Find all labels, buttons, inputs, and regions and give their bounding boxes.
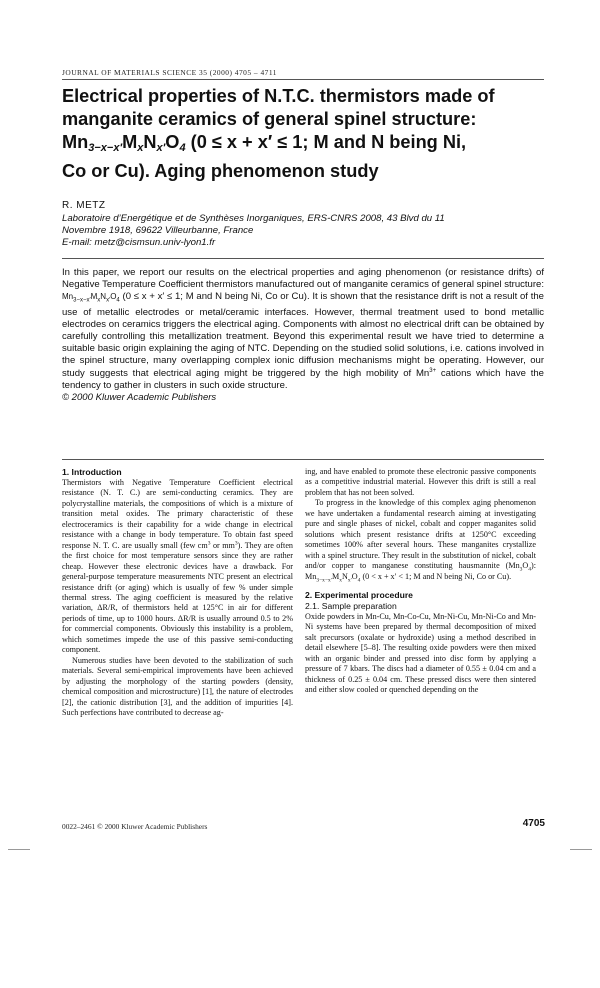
- crop-mark-left: [8, 849, 30, 850]
- paper-title: [62, 85, 544, 183]
- author-affiliation: Laboratoire d’Energétique et de Synthèses Inorganiques, ERS-CNRS 2008, 43 Blvd du 11 Novembre 1918, 69622 Villeurbanne, France E-mail: metz@cismsun.univ-lyon1.fr: [62, 213, 544, 248]
- crop-mark-right: [570, 849, 592, 850]
- abstract-top-rule: [62, 258, 544, 259]
- title-line-4: Co or Cu). Aging phenomenon study: [62, 161, 379, 181]
- abstract: In this paper, we report our results on the electrical properties and aging phenomenon (or resistance drifts) of Negative Temperature Coefficient thermistors manufactured out of manganite ceramics of general spinel structure: $Mn_{3-x-x'}M_xN_{x'}O_4$ (0 ≤ x + x′ ≤ 1; M and N being Ni, Co or Cu). It is shown that the resistance drift is not a result of the use of metallic electrodes or metal/ceramic interfaces. However, thermal treatment used to bond metallic electrodes on ceramics triggers the electrical aging. Components with almost no electrical drift can be obtained by carefully controlling this metallization treatment. Beyond this experimental result we have tried to determine a suitable basic origin explaining the aging of NTC. Depending on the studied solid solutions, i.e. cations involved in the spinel structure, many overlapping complex ionic diffusion mechanisms might be operating. However, our study suggests that electrical aging might be triggered by the high mobility of $Mn^{3+}$ cations which have the tendency to gather in clusters in such oxide structure. © 2000 Kluwer Academic Publishers: [62, 267, 545, 404]
- abstract-bottom-rule: [62, 459, 544, 460]
- intro-paragraph-4: To progress in the knowledge of this complex aging phenomenon we have undertaken a fundamental research aiming at investigating pure and single phases of nickel, cobalt and copper maganites solid solutions which present resistance drifts at 1250°C exceeding sometimes 100% after several hours. These manganites crystallize with a spinel structure. They result in the substitution of nickel, cobalt and/or copper to manganese constituting hausmannite $(Mn_3O_4)$: $Mn_{3-x-x'}M_xN_{x'}O_4$ (0 < x + x′ < 1; M and N being Ni, Co or Cu).: [305, 498, 536, 584]
- subsection-heading-sample-prep: 2.1. Sample preparation: [305, 600, 397, 611]
- intro-paragraph-1: Thermistors with Negative Temperature Coefficient electrical resistance (N. T. C.) are semi-conducting ceramics. They are polycrystalline materials, the compositions of which is a mixture of transition metal oxides. The primary characteristic of these electroceramics is their capability for a wide change in electrical resistance with a change in body temperature. To obtain fast speed response N. T. C. are usually small (few $cm^3$ or $mm^3$). They are often the first choice for most temperature sensors since they are rather cheap. However these electronic devices have a drawback. For general-purpose temperature measurements NTC present an electrical resistance drift (or aging) which is usually of few % under simple thermal stress. The aging coefficient is measured by the relative variation, ΔR/R, of thermistors held at 125°C in air for different periods of time, up to 1000 hours. ΔR/R is usually arround 0.5 to 2% for commercial components. Obviously this instability is a problem, which sometimes impede the use of this passive semi-conducting component.: [62, 478, 293, 655]
- header-rule: [62, 79, 544, 80]
- abstract-copyright: © 2000 Kluwer Academic Publishers: [62, 392, 217, 404]
- title-line-2: manganite ceramics of general spinel structure:: [62, 109, 477, 129]
- author-name: R. METZ: [62, 200, 106, 211]
- title-line-3: $Mn_{3-x-x'}M_xN_{x'}O_4$ (0 ≤ x + x′ ≤ 1; M and N being Ni,: [62, 132, 467, 154]
- issn-copyright-footer: 0022–2461 © 2000 Kluwer Academic Publishers: [62, 822, 208, 831]
- section-heading-experimental: 2. Experimental procedure: [305, 589, 413, 600]
- right-column: [305, 467, 536, 696]
- author-email[interactable]: E-mail: metz@cismsun.univ-lyon1.fr: [62, 236, 216, 248]
- page-number: 4705: [522, 818, 545, 829]
- left-column: [62, 467, 293, 718]
- title-line-1: Electrical properties of N.T.C. thermistors made of: [62, 86, 495, 106]
- experimental-paragraph-1: Oxide powders in Mn-Cu, Mn-Co-Cu, Mn-Ni-Cu, Mn-Ni-Co and Mn-Ni systems have been prepared by thermal decomposition of mixed salt precursors (oxalate or hydroxide) using a method described in detail elsewhere [5–8]. The resulting oxide powders were then mixed with an organic binder and pressed into disc form by applying a pressure of 7 kbars. The discs had a diameter of 0.55 ± 0.04 cm and a thickness of 0.25 ± 0.04 cm. These pressed discs were then sintered and either slow cooled or quenched depending on the: [305, 611, 536, 695]
- journal-header: JOURNAL OF MATERIALS SCIENCE 35 (2000) 4705 – 4711: [62, 68, 277, 77]
- intro-paragraph-3: ing, and have enabled to promote these electronic passive components as a competitive industrial material. However this drift is still a real problem that has not been solved.: [305, 467, 536, 497]
- section-heading-introduction: 1. Introduction: [62, 467, 122, 477]
- intro-paragraph-2: Numerous studies have been devoted to the stabilization of such materials. Several semi-empirical improvements have been achieved by adjusting the morphology of the starting powders (density, chemical composition and microstructure) [1], the nature of electrodes [2], the cationic distribution [3], and the addition of impurities [4]. Such perfections have contributed to decrease ag-: [62, 655, 293, 717]
